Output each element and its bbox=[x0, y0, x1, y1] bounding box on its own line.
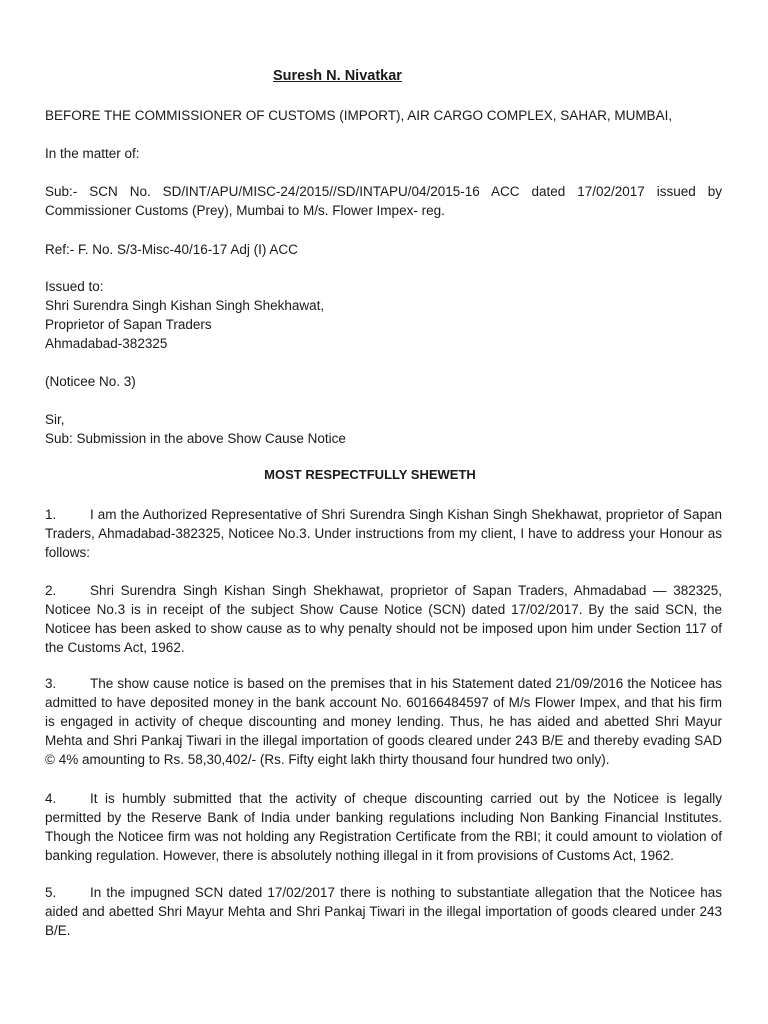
issued-to-label: Issued to: bbox=[45, 279, 104, 294]
reference-line: Ref:- F. No. S/3-Misc-40/16-17 Adj (I) ACC bbox=[45, 242, 298, 257]
before-line: BEFORE THE COMMISSIONER OF CUSTOMS (IMPORT), AIR CARGO COMPLEX, SAHAR, MUMBAI, bbox=[45, 108, 673, 123]
paragraph-4: 4. It is humbly submitted that the activity of cheque discounting carried out by the Noticee is legally permitted by the Reserve Bank of India under banking regulations including Non Banking Financial Institutes. Though the Noticee firm was not holding any Registration Certificate from the RBI; it could amount to violation of banking regulation. However, there is absolutely nothing illegal in it from provisions of Customs Act, 1962. bbox=[45, 791, 722, 863]
subject-line: Sub:- SCN No. SD/INT/APU/MISC-24/2015//SD/INTAPU/04/2015-16 ACC dated 17/02/2017 issued by Commissioner Customs (Prey), Mumbai to M/s. Flower Impex- reg. bbox=[45, 184, 722, 218]
matter-line: In the matter of: bbox=[45, 146, 140, 161]
paragraph-2: 2. Shri Surendra Singh Kishan Singh Shekhawat, proprietor of Sapan Traders, Ahmadabad — 382325, Noticee No.3 is in receipt of the subject Show Cause Notice (SCN) dated 17/02/2017. By the said SCN, the Noticee has been asked to show cause as to why penalty should not be imposed upon him under Section 117 of the Customs Act, 1962. bbox=[45, 583, 722, 655]
addressee-city: Ahmadabad-382325 bbox=[45, 336, 168, 351]
addressee-title: Proprietor of Sapan Traders bbox=[45, 317, 212, 332]
section-heading: MOST RESPECTFULLY SHEWETH bbox=[264, 467, 476, 482]
paragraph-1: 1. I am the Authorized Representative of Shri Surendra Singh Kishan Singh Shekhawat, proprietor of Sapan Traders, Ahmadabad-382325, Noticee No.3. Under instructions from my client, I have to address your Honour as follows: bbox=[45, 507, 722, 560]
salutation: Sir, bbox=[45, 412, 65, 427]
submission-line: Sub: Submission in the above Show Cause Notice bbox=[45, 431, 346, 446]
addressee-name: Shri Surendra Singh Kishan Singh Shekhawat, bbox=[45, 298, 325, 313]
paragraph-3: 3. The show cause notice is based on the premises that in his Statement dated 21/09/2016 the Noticee has admitted to have deposited money in the bank account No. 60166484597 of M/s Flower Impex, and that his firm is engaged in activity of cheque discounting and money lending. Thus, he has aided and abetted Shri Mayur Mehta and Shri Pankaj Tiwari in the illegal importation of goods cleared under 243 B/E and thereby evading SAD © 4% amounting to Rs. 58,30,402/- (Rs. Fifty eight lakh thirty thousand four hundred two only). bbox=[45, 676, 722, 767]
document-page bbox=[45, 0, 722, 1024]
paragraph-5: 5. In the impugned SCN dated 17/02/2017 there is nothing to substantiate allegation that the Noticee has aided and abetted Shri Mayur Mehta and Shri Pankaj Tiwari in the illegal importation of goods cleared under 243 B/E. bbox=[45, 885, 722, 938]
noticee-number: (Noticee No. 3) bbox=[45, 374, 136, 389]
author-name: Suresh N. Nivatkar bbox=[273, 68, 402, 84]
